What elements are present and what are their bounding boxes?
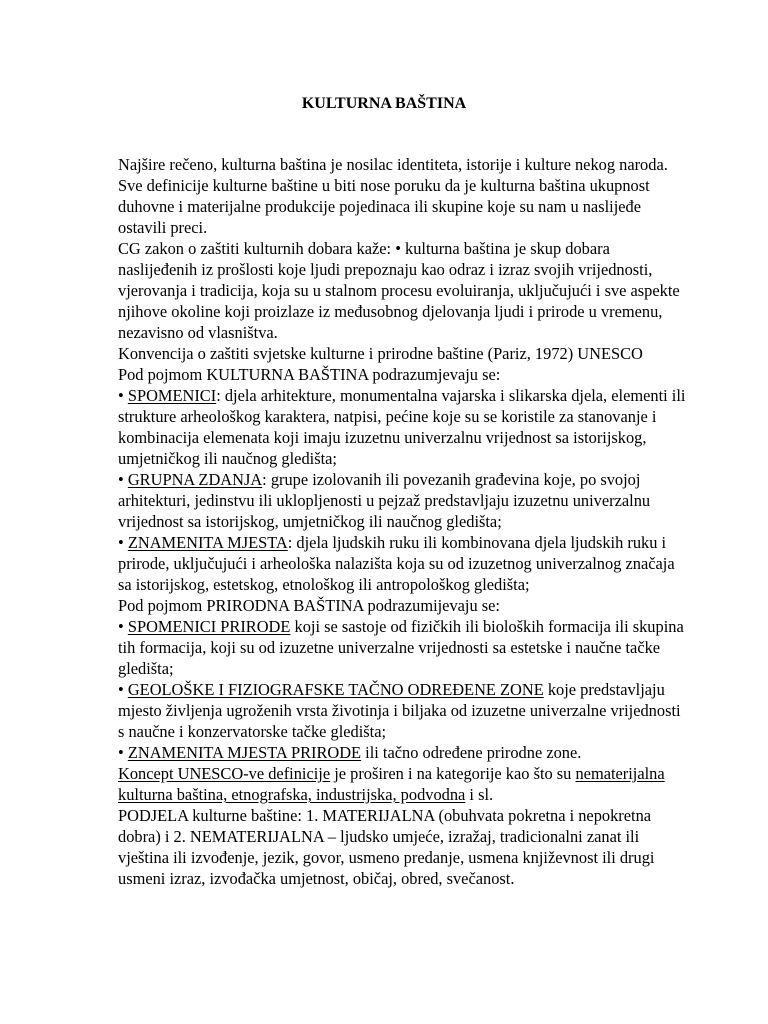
item-text: koje predstavljaju mjesto življenja ugroženih vrsta životinja i biljaka od izuzetne univerzalne vrijednosti s naučne i konzervatorske tačke gledišta; (118, 680, 681, 741)
term-grupna-zdanja: GRUPNA ZDANJA (127, 470, 263, 489)
term-znamenita-mjesta: ZNAMENITA MJESTA (127, 533, 288, 552)
convention-paragraph: Konvencija o zaštiti svjetske kulturne i prirodne baštine (Pariz, 1972) UNESCO (118, 344, 643, 363)
bullet: • (118, 533, 128, 552)
bullet: • (118, 386, 128, 405)
bullet: • (118, 680, 128, 699)
natural-item-natural-monuments (118, 616, 688, 679)
document-body (118, 154, 688, 889)
natural-heritage-heading: Pod pojmom PRIRODNA BAŠTINA podrazumijevaju se: (118, 596, 500, 615)
term-geoloske-zone: GEOLOŠKE I FIZIOGRAFSKE TAČNO ODREĐENE ZONE (127, 680, 544, 699)
item-text: : djela arhitekture, monumentalna vajarska i slikarska djela, elementi ili strukture arheološkog karaktera, natpisi, pećine koje su se koristile za stanovanje i kombinacija elemenata koji imaju izuzetnu univerzalnu vrijednost sa istorijskog, umjetničkog ili naučnog gledišta; (118, 386, 686, 468)
natural-item-natural-sites (118, 742, 688, 763)
cultural-item-monuments (118, 385, 688, 469)
item-text: koji se sastoje od fizičkih ili bioloških formacija ili skupina tih formacija, koji su od izuzetne univerzalne vrijednosti sa estetske i naučne tačke gledišta; (118, 617, 684, 678)
bullet: • (118, 743, 128, 762)
term-spomenici: SPOMENICI (127, 386, 217, 405)
division-paragraph: PODJELA kulturne baštine: 1. MATERIJALNA (obuhvata pokretna i nepokretna dobra) i 2. NEMATERIJALNA – ljudsko umjeće, izražaj, tradicionalni zanat ili vještina ili izvođenje, jezik, govor, usmeno predanje, usmena književnost ili drugi usmeni izraz, izvođačka umjetnost, običaj, obred, svečanost. (118, 806, 655, 888)
item-text: : grupe izolovanih ili povezanih građevina koje, po svojoj arhitekturi, jedinstvu ili uklopljenosti u pejzaž predstavljaju izuzetnu univerzalnu vrijednost sa istorijskog, umjetničkog ili naučnog gledišta; (118, 470, 651, 531)
item-text: : djela ljudskih ruku ili kombinovana djela ljudskih ruku i prirode, uključujući i arheološka nalazišta koja su od izuzetnog univerzalnog značaja sa istorijskog, estetskog, etnološkog ili antropološkog gledišta; (118, 533, 675, 594)
concept-lead: Koncept UNESCO-ve definicije (118, 764, 331, 783)
concept-mid: je proširen i na kategorije kao što su (330, 764, 576, 783)
bullet: • (118, 470, 128, 489)
term-spomenici-prirode: SPOMENICI PRIRODE (127, 617, 291, 636)
item-text: ili tačno određene prirodne zone. (361, 743, 582, 762)
concept-paragraph (118, 763, 688, 805)
natural-item-geological-zones (118, 679, 688, 742)
cultural-item-sites (118, 532, 688, 595)
cultural-item-groups-of-buildings (118, 469, 688, 532)
cg-law-paragraph: CG zakon o zaštiti kulturnih dobara kaže: • kulturna baština je skup dobara naslijeđenih iz prošlosti koje ljudi prepoznaju kao odraz i izraz svojih vrijednosti, vjerovanja i tradicija, koja su u stalnom procesu evoluiranja, uključujući i sve aspekte njihove okoline koji proizlaze iz međusobnog djelovanja ljudi i prirode u vremenu, nezavisno od vlasništva. (118, 239, 680, 342)
bullet: • (118, 617, 128, 636)
cultural-heritage-heading: Pod pojmom KULTURNA BAŠTINA podrazumjevaju se: (118, 365, 501, 384)
intro-paragraph: Najšire rečeno, kulturna baština je nosilac identiteta, istorije i kulture nekog naroda. Sve definicije kulturne baštine u biti nose poruku da je kulturna baština ukupnost duhovne i materijalne produkcije pojedinaca ili skupine koje su nam u naslijeđe ostavili preci. (118, 155, 668, 237)
concept-tail: i sl. (465, 785, 494, 804)
term-znamenita-mjesta-prirode: ZNAMENITA MJESTA PRIRODE (127, 743, 362, 762)
concept-categories: nematerijalna kulturna baština, etnografska, industrijska, podvodna (118, 764, 665, 804)
document-title: KULTURNA BAŠTINA (301, 95, 467, 112)
